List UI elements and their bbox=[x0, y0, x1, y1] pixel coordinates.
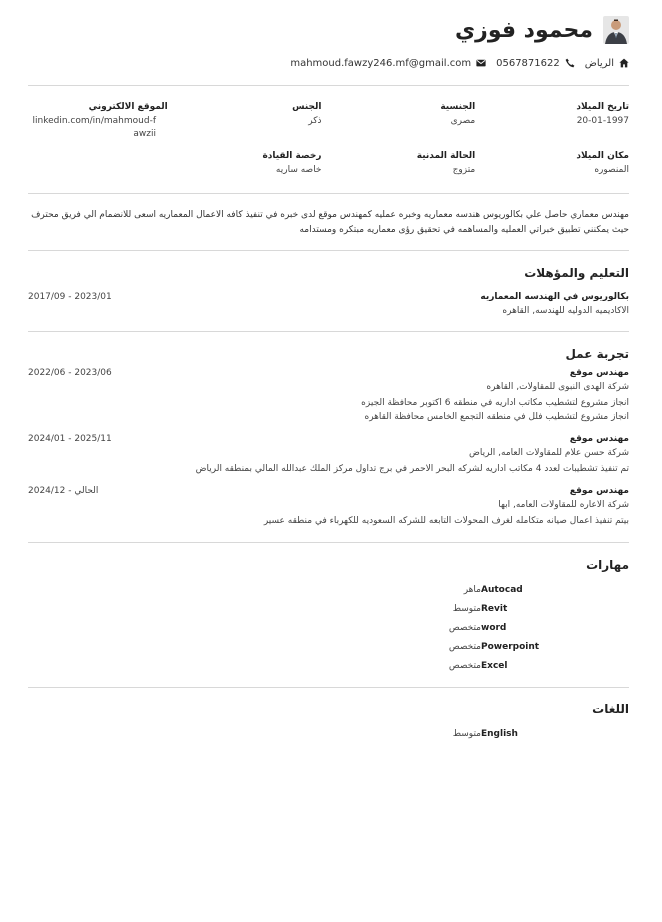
skills-list bbox=[28, 580, 629, 675]
info-value: متزوج bbox=[452, 165, 476, 175]
resume-header bbox=[28, 0, 629, 46]
skills-title: مهارات bbox=[586, 558, 629, 572]
skill-level: متوسط bbox=[452, 603, 481, 614]
language-name: English bbox=[481, 728, 518, 739]
experience-entry bbox=[28, 368, 629, 422]
company: شركة حسن علام للمقاولات العامه, الرياض bbox=[468, 448, 629, 458]
languages-section bbox=[28, 688, 629, 743]
degree-title: بكالوريوس في الهندسه المعماريه bbox=[480, 292, 629, 302]
experience-section bbox=[28, 332, 629, 526]
skill-level: متخصص bbox=[448, 660, 481, 671]
info-website bbox=[28, 102, 168, 141]
info-driving-license bbox=[182, 151, 322, 177]
info-label: تاريخ الميلاد bbox=[576, 102, 629, 112]
envelope-icon bbox=[476, 58, 486, 68]
skill-name: Revit bbox=[481, 603, 508, 614]
info-value: 20-01-1997 bbox=[576, 116, 629, 126]
company: شركة الاعاره للمقاولات العامه, ابها bbox=[498, 500, 629, 510]
info-birth-date bbox=[489, 102, 629, 141]
skill-level: ماهر bbox=[463, 584, 481, 595]
experience-entry bbox=[28, 434, 629, 474]
info-label: مكان الميلاد bbox=[576, 151, 629, 161]
skill-item bbox=[28, 637, 629, 656]
job-date: 2024/12 - الحالي bbox=[28, 486, 99, 496]
job-date: 2024/01 - 2025/11 bbox=[28, 434, 112, 444]
experience-entry bbox=[28, 486, 629, 526]
education-date: 2017/09 - 2023/01 bbox=[28, 292, 112, 302]
info-label: الموقع الالكتروني bbox=[88, 102, 168, 112]
languages-list bbox=[28, 724, 629, 743]
skill-name: Powerpoint bbox=[481, 641, 540, 652]
institution: الاكاديميه الدوليه للهندسه, القاهره bbox=[502, 306, 629, 316]
skills-section bbox=[28, 543, 629, 675]
info-birth-place bbox=[489, 151, 629, 177]
job-date: 2022/06 - 2023/06 bbox=[28, 368, 112, 378]
skill-item bbox=[28, 599, 629, 618]
language-item bbox=[28, 724, 629, 743]
skill-name: word bbox=[481, 622, 507, 633]
info-value: ذكر bbox=[308, 116, 322, 126]
profile-photo bbox=[603, 16, 629, 44]
languages-title: اللغات bbox=[592, 702, 629, 716]
contact-city bbox=[585, 58, 629, 69]
candidate-name: محمود فوزي bbox=[455, 17, 593, 43]
skill-name: Autocad bbox=[481, 584, 523, 595]
info-gender bbox=[182, 102, 322, 141]
profile-summary: مهندس معماري حاصل علي بكالوريوس هندسه معماريه وخبره عمليه كمهندس موقع لدى خبره في تنفيذ كافه الاعمال المعماريه اسعى للانضمام الي فريق محترف حيث يمكنني تطبيق خبراتي العمليه والمساهمه في تحقيق رؤى معماريه مبتكره ومستدامه bbox=[31, 210, 629, 235]
contact-email[interactable] bbox=[290, 58, 486, 69]
home-icon bbox=[619, 58, 629, 68]
info-value: مصرى bbox=[450, 116, 476, 126]
phone-icon bbox=[565, 58, 575, 68]
info-nationality bbox=[336, 102, 476, 141]
experience-title: تجربة عمل bbox=[565, 347, 629, 361]
skill-level: متخصص bbox=[448, 641, 481, 652]
job-detail: تم تنفيذ تشطيبات لعدد 4 مكاتب اداريه لشركه البحر الاحمر في برج تداول مركز الملك عبدالله المالي بمنطقه الرياض bbox=[195, 464, 629, 474]
info-marital-status bbox=[336, 151, 476, 177]
info-label: الجنسية bbox=[440, 102, 476, 112]
job-detail: انجاز مشروع لتشطيب فلل في منطقه التجمع الخامس محافظة القاهره bbox=[364, 412, 629, 422]
website-link[interactable]: linkedin.com/in/mahmoud-fawzii bbox=[32, 116, 156, 139]
skill-item bbox=[28, 618, 629, 637]
phone-text: 0567871622 bbox=[496, 57, 560, 69]
info-label: الحالة المدنية bbox=[416, 151, 476, 161]
info-label: الجنس bbox=[292, 102, 322, 112]
job-title: مهندس موقع bbox=[569, 486, 629, 496]
personal-info-grid bbox=[28, 86, 629, 177]
education-title: التعليم والمؤهلات bbox=[524, 266, 629, 280]
education-entry bbox=[28, 292, 629, 316]
contact-bar bbox=[28, 56, 629, 70]
company: شركة الهدى النبوى للمقاولات, القاهره bbox=[486, 382, 629, 392]
city-text: الرياض bbox=[584, 57, 614, 69]
contact-phone[interactable] bbox=[496, 58, 575, 69]
info-value: المنصوره bbox=[594, 165, 629, 175]
skill-item bbox=[28, 656, 629, 675]
skill-name: Excel bbox=[481, 660, 508, 671]
job-detail: انجاز مشروع لتشطيب مكاتب اداريه في منطقه 6 اكتوبر محافظة الجيزه bbox=[361, 398, 629, 408]
job-detail: بيتم تنفيذ اعمال صيانه متكامله لغرف المحولات التابعه للشركه السعوديه للكهرباء في منطقه عسير bbox=[263, 516, 629, 526]
email-text: mahmoud.fawzy246.mf@gmail.com bbox=[290, 57, 472, 69]
language-level: متوسط bbox=[452, 728, 481, 739]
job-title: مهندس موقع bbox=[569, 434, 629, 444]
info-label: رخصة القيادة bbox=[262, 151, 322, 161]
info-value: خاصه ساريه bbox=[275, 165, 322, 175]
skill-level: متخصص bbox=[448, 622, 481, 633]
skill-item bbox=[28, 580, 629, 599]
education-section bbox=[28, 251, 629, 316]
job-title: مهندس موقع bbox=[569, 368, 629, 378]
